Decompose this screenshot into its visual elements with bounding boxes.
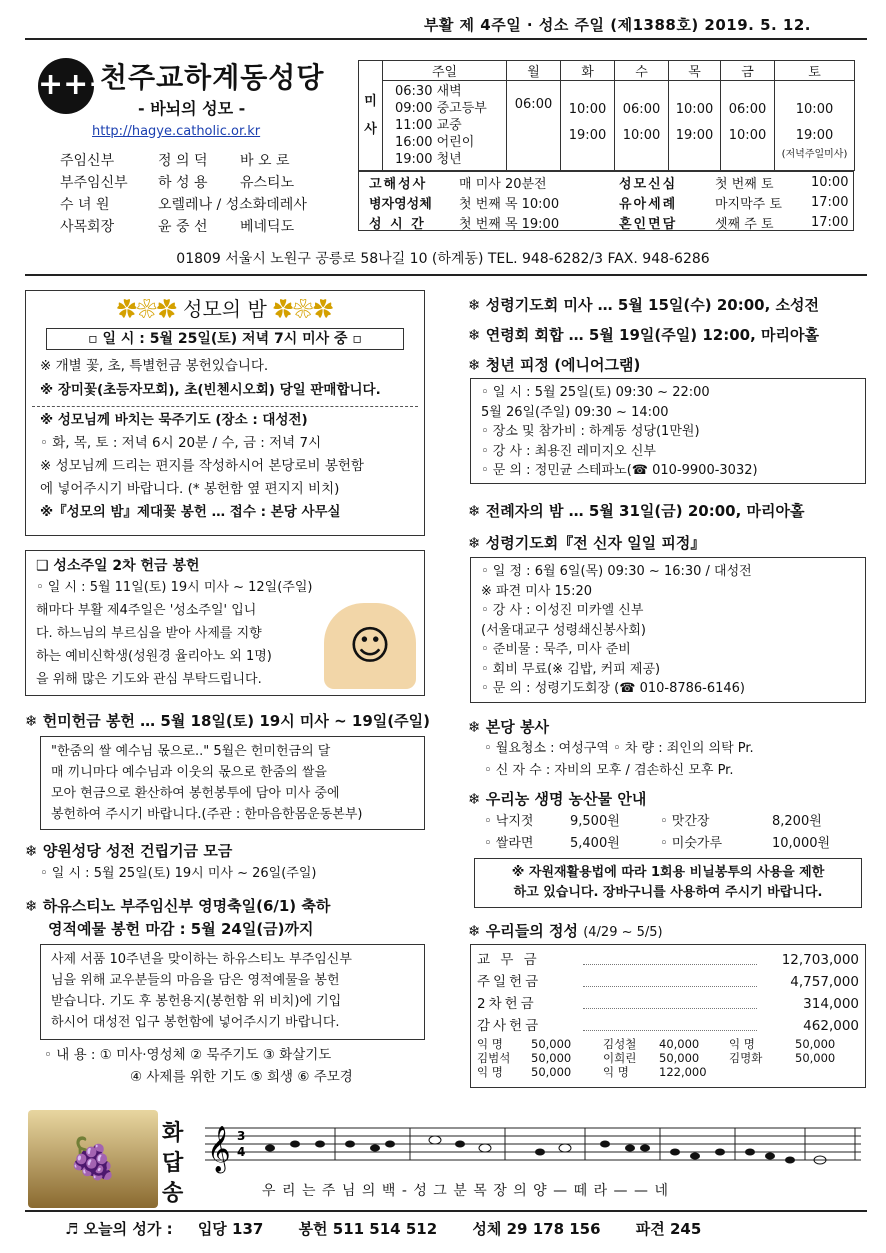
church-name: 천주교하계동성당 bbox=[100, 61, 325, 94]
church-logo-icon: +++ bbox=[38, 58, 94, 114]
donor-table: 익 명 50,000 김성철 40,000 익 명 50,000 김범석 50,000 이희린 50,000 김명화 50,000 익 명 50,000 익 명 122,000 bbox=[477, 1037, 836, 1079]
parish-duty-title: ❄ 본당 봉사 bbox=[468, 718, 549, 736]
spirit-retreat-title: ❄ 성령기도회『전 신자 일일 피정』 bbox=[468, 534, 706, 552]
staff-role: 수 녀 원 bbox=[60, 197, 110, 213]
staff-list bbox=[60, 150, 307, 238]
sunday-mass: 11:00 교중 bbox=[395, 118, 462, 133]
rosary-title-row bbox=[26, 293, 424, 322]
flower-icon: ✿❀✿ bbox=[273, 297, 334, 321]
feast-title: ❄ 하유스티노 부주임신부 영명축일(6/1) 축하 bbox=[25, 897, 331, 915]
association-meeting: ❄ 연령회 회합 … 5월 19일(주일) 12:00, 마리아홀 bbox=[468, 326, 819, 344]
servers-night: ❄ 전례자의 밤 … 5월 31일(금) 20:00, 마리아홀 bbox=[468, 502, 805, 520]
svg-text:3: 3 bbox=[237, 1129, 246, 1143]
hymn-offertory: 봉헌 511 514 512 bbox=[298, 1220, 438, 1238]
farm-notice: ※ 자원재활용법에 따라 1회용 비닐봉투의 사용을 제한 하고 있습니다. 장바구니를 사용하여 주시기 바랍니다. bbox=[474, 858, 862, 908]
day-header: 화 bbox=[561, 61, 615, 81]
spirit-retreat-box: ◦ 일 정 : 6월 6일(목) 09:30 ~ 16:30 / 대성전 ※ 파견 미사 15:20 ◦ 강 사 : 이성진 미카엘 신부 (서울대교구 성령쇄신봉사회) ◦ 준비물 : 묵주, 미사 준비 ◦ 회비 무료(※ 김밥, 커피 제공) ◦ 문 의 : 성령기도회장 (☎ 010-8786-6146) bbox=[470, 557, 866, 703]
feast-deadline: 영적예물 봉헌 마감 : 5월 24일(금)까지 bbox=[48, 920, 314, 938]
sunday-mass: 19:00 청년 bbox=[395, 152, 462, 167]
staff-name: 오렐레나 / 성소화데레사 bbox=[158, 197, 307, 213]
staff-name: 정 의 덕 bbox=[158, 153, 208, 169]
sunday-mass: 09:00 중고등부 bbox=[395, 101, 487, 116]
psalm-lyrics: 우 리 는 주 님 의 백 - 성 그 분 목 장 의 양 — 떼 라 — — 네 bbox=[262, 1183, 669, 1199]
parish-duty: ◦ 월요청소 : 여성구역 ◦ 차 량 : 죄인의 의탁 Pr. ◦ 신 자 수 : 자비의 모후 / 겸손하신 모후 Pr. bbox=[484, 741, 754, 778]
website-link[interactable]: http://hagye.catholic.or.kr bbox=[92, 124, 261, 139]
day-header: 주일 bbox=[383, 61, 507, 81]
rosary-date: ▫ 일 시 : 5월 25일(토) 저녁 7시 미사 중 ▫ bbox=[46, 328, 404, 350]
rosary-prayer-time: ◦ 화, 목, 토 : 저녁 6시 20분 / 수, 금 : 저녁 7시 bbox=[40, 435, 322, 451]
farm-items: ◦ 낙지젓 9,500원 ◦ 맛간장 8,200원 ◦ 쌀라면 5,400원 ◦ 미숫가루 10,000원 bbox=[484, 814, 831, 851]
divider bbox=[25, 274, 867, 276]
weekday-mass: 06:00 bbox=[507, 81, 561, 171]
rosary-night-box bbox=[25, 290, 425, 536]
rosary-letter: ※ 성모님께 드리는 편지를 작성하시어 본당로비 봉헌함 bbox=[40, 458, 364, 474]
mass-schedule-table: 미 사 주일 월 화 수 목 금 토 06:30 새벽 09:00 중고등부 11:00 교중 16:00 어린이 19:00 청년 06:00 10:00 19:00 06:00 10:00 10:00 19:00 06:00 10:00 10:00 19:00 (저녁주일미사) bbox=[358, 60, 855, 171]
rosary-line: ※ 개별 꽃, 초, 특별헌금 봉헌있습니다. bbox=[40, 358, 269, 374]
hymn-label: ♬ 오늘의 성가 : bbox=[65, 1220, 173, 1238]
rosary-line: ※ 장미꽃(초등자모회), 초(빈첸시오회) 당일 판매합니다. bbox=[40, 382, 381, 398]
mass-label: 미 사 bbox=[359, 61, 383, 171]
staff-baptismal: 베네딕도 bbox=[240, 219, 295, 235]
staff-baptismal: 바 오 로 bbox=[240, 153, 290, 169]
address-line: 01809 서울시 노원구 공릉로 58나길 10 (하계동) TEL. 948-6282/3 FAX. 948-6286 bbox=[176, 251, 710, 267]
vocation-title: ❑ 성소주일 2차 헌금 봉헌 bbox=[36, 558, 200, 574]
yangwon-title: ❄ 양원성당 성전 건립기금 모금 bbox=[25, 842, 233, 860]
rosary-crown: ※『성모의 밤』제대꽃 봉헌 … 접수 : 본당 사무실 bbox=[40, 504, 341, 520]
day-header: 토 bbox=[775, 61, 855, 81]
offering-title-row: ❄ 우리들의 정성 (4/29 ~ 5/5) bbox=[468, 922, 663, 940]
issue-line: 부활 제 4주일 · 성소 주일 (제1388호) 2019. 5. 12. bbox=[25, 14, 867, 40]
hymn-recessional: 파견 245 bbox=[635, 1220, 702, 1238]
day-header: 금 bbox=[721, 61, 775, 81]
rosary-letter: 에 넣어주시기 바랍니다. (* 봉헌함 옆 편지지 비치) bbox=[40, 481, 340, 497]
priest-illustration-icon: ☺ bbox=[324, 603, 416, 689]
psalm-label: 화 답 송 bbox=[162, 1120, 184, 1206]
chalice-grapes-icon: 🍇 bbox=[28, 1110, 158, 1208]
sacrament-schedule: 고해성사 매 미사 20분전 성모신심 첫 번째 토 10:00 병자영성체 첫 번째 목 10:00 유아세례 마지막주 토 17:00 성 시 간 첫 번째 목 19:00 혼인면담 셋째 주 토 17:00 bbox=[358, 171, 854, 231]
yangwon-date: ◦ 일 시 : 5월 25일(토) 19시 미사 ~ 26일(주일) bbox=[40, 866, 317, 881]
staff-name: 하 성 용 bbox=[158, 175, 208, 191]
sunday-mass: 06:30 새벽 bbox=[395, 84, 462, 99]
rice-offering-box: "한줌의 쌀 예수님 몫으로.." 5월은 헌미헌금의 달 매 끼니마다 예수님과 이웃의 몫으로 한줌의 쌀을 모아 현금으로 환산하여 봉헌봉투에 담아 미사 중에 봉헌하여 주시기 바랍니다.(주관 : 한마음한몸운동본부) bbox=[40, 736, 425, 830]
church-subtitle: - 바뇌의 성모 - bbox=[138, 99, 246, 118]
svg-text:𝄞: 𝄞 bbox=[207, 1126, 231, 1172]
rice-offering-title: ❄ 헌미헌금 봉헌 … 5월 18일(토) 19시 미사 ~ 19일(주일) bbox=[25, 712, 430, 730]
feast-box: 사제 서품 10주년을 맞이하는 하유스티노 부주임신부 님을 위해 교우분들의 마음을 담은 영적예물을 봉헌 받습니다. 기도 후 봉헌용지(봉헌함 위 비치)에 기입 하시어 대성전 입구 봉헌함에 넣어주시기 바랍니다. bbox=[40, 944, 425, 1040]
flower-icon: ✿❀✿ bbox=[116, 297, 177, 321]
youth-retreat-box: ◦ 일 시 : 5월 25일(토) 09:30 ~ 22:00 5월 26일(주일) 09:30 ~ 14:00 ◦ 장소 및 참가비 : 하계동 성당(1만원) ◦ 강 사 : 최용진 레미지오 신부 ◦ 문 의 : 정민균 스테파노(☎ 010-9900-3032) bbox=[470, 378, 866, 484]
rosary-title: 성모의 밤 bbox=[183, 297, 267, 321]
staff-name: 윤 중 선 bbox=[158, 219, 208, 235]
hymn-communion: 성체 29 178 156 bbox=[472, 1220, 601, 1238]
today-hymns bbox=[25, 1210, 867, 1244]
day-header: 목 bbox=[669, 61, 721, 81]
youth-retreat-title: ❄ 청년 피정 (에니어그램) bbox=[468, 356, 641, 374]
hymn-entrance: 입당 137 bbox=[197, 1220, 264, 1238]
prayer-mass: ❄ 성령기도회 미사 … 5월 15일(수) 20:00, 소성전 bbox=[468, 296, 819, 314]
music-staff bbox=[205, 1118, 865, 1176]
vocation-box: ❑ 성소주일 2차 헌금 봉헌 ◦ 일 시 : 5월 11일(토) 19시 미사 ~ 12일(주일) 해마다 부활 제4주일은 '성소주일' 입니 다. 하느님의 부르심을 받아 사제를 지향 하는 예비신학생(성원경 율리아노 외 1명) 을 위해 많은 기도와 관심 부탁드립니다. ☺ bbox=[25, 550, 425, 696]
staff-role: 부주임신부 bbox=[60, 175, 128, 191]
staff-role: 사목회장 bbox=[60, 219, 115, 235]
farm-title: ❄ 우리농 생명 농산물 안내 bbox=[468, 790, 647, 808]
day-header: 수 bbox=[615, 61, 669, 81]
offering-box: 교 무 금 12,703,000 주일헌금 4,757,000 2차헌금 314,000 감사헌금 462,000 익 명 50,000 김성철 40,000 익 명 50,000 김범석 50,000 이희린 50,000 김명화 50,000 익 명 50,000 익 명 122,000 bbox=[470, 944, 866, 1088]
feast-content: ◦ 내 용 : ① 미사·영성체 ② 묵주기도 ③ 화살기도 ④ 사제를 위한 기도 ⑤ 희생 ⑥ 주모경 bbox=[44, 1047, 353, 1085]
svg-text:4: 4 bbox=[237, 1145, 246, 1159]
rosary-prayer: ※ 성모님께 바치는 묵주기도 (장소 : 대성전) bbox=[40, 412, 308, 428]
sunday-mass: 16:00 어린이 bbox=[395, 135, 475, 150]
staff-baptismal: 유스티노 bbox=[240, 175, 295, 191]
staff-role: 주임신부 bbox=[60, 153, 115, 169]
day-header: 월 bbox=[507, 61, 561, 81]
vocation-date: ◦ 일 시 : 5월 11일(토) 19시 미사 ~ 12일(주일) bbox=[36, 580, 313, 595]
